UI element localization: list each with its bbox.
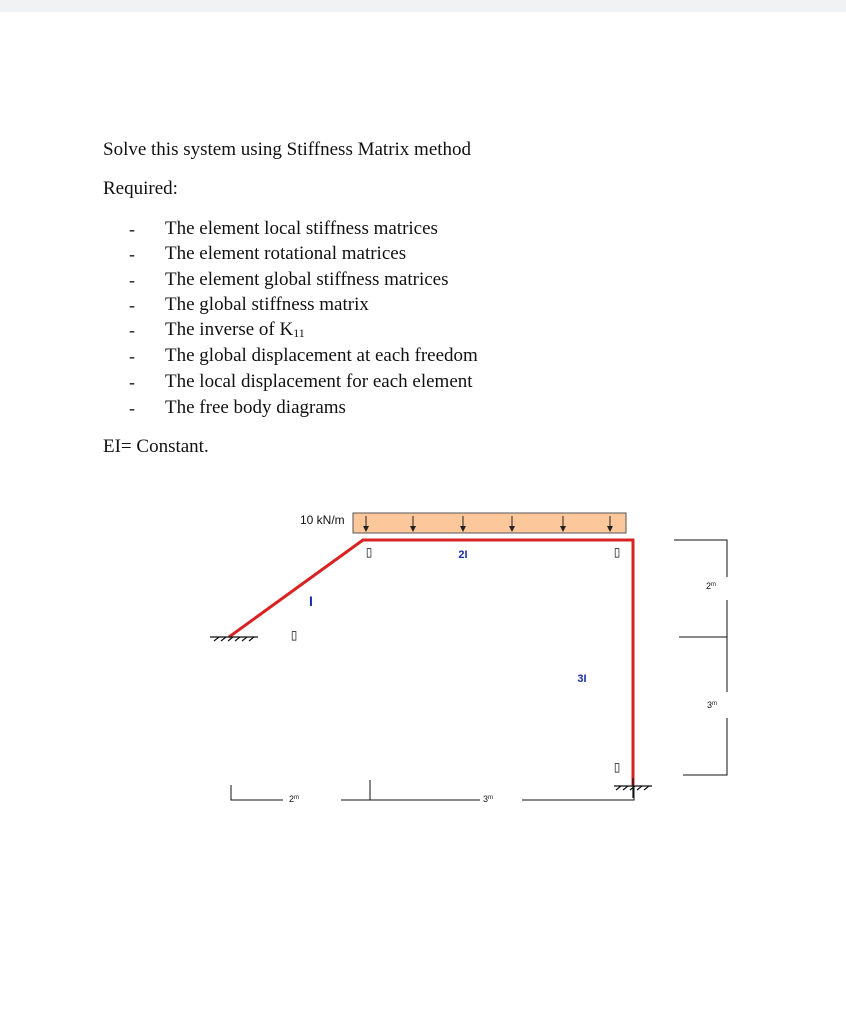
list-item: The global stiffness matrix xyxy=(165,294,369,315)
frame-diagram xyxy=(0,490,846,820)
list-item: The local displacement for each element xyxy=(165,371,473,392)
inverse-text: The inverse of K xyxy=(165,319,294,340)
dim-right-width: 3$^m$ xyxy=(483,794,494,804)
inclined-member xyxy=(229,540,363,637)
bullet-dash: - xyxy=(129,295,135,315)
node-marker: ▯ xyxy=(290,628,298,642)
member-label-column: 3I xyxy=(577,673,587,685)
list-item: The element local stiffness matrices xyxy=(165,218,438,239)
frame-members xyxy=(229,539,634,786)
bullet-dash: - xyxy=(129,219,135,239)
member-label-beam: 2I xyxy=(458,549,468,561)
bullet-dash: - xyxy=(129,398,135,418)
required-label: Required: xyxy=(103,178,178,199)
right-fixed-support xyxy=(614,778,652,798)
bullet-dash: - xyxy=(129,244,135,264)
viewer-top-bar xyxy=(0,0,846,12)
member-label-inclined: I xyxy=(309,593,313,609)
list-item: The global displacement at each freedom xyxy=(165,345,478,366)
bullet-dash: - xyxy=(129,372,135,392)
bullet-dash: - xyxy=(129,346,135,366)
problem-heading: Solve this system using Stiffness Matrix method xyxy=(103,139,472,160)
node-marker: ▯ xyxy=(613,760,621,774)
list-item: The element rotational matrices xyxy=(165,243,407,264)
inverse-subscript: 11 xyxy=(293,326,305,340)
list-item-inverse xyxy=(165,320,305,339)
dim-top-height: 2$^m$ xyxy=(706,581,717,591)
load-label: 10 kN/m xyxy=(300,513,345,527)
left-fixed-support xyxy=(210,637,258,641)
distributed-load xyxy=(300,513,626,533)
load-area xyxy=(353,513,626,533)
list-item: The element global stiffness matrices xyxy=(165,269,449,290)
dim-bottom-height: 3$^m$ xyxy=(707,700,718,710)
dim-left-width: 2$^m$ xyxy=(289,794,300,804)
node-marker: ▯ xyxy=(613,545,621,559)
ei-constant-note: EI= Constant. xyxy=(103,436,209,457)
list-item: The free body diagrams xyxy=(165,397,346,418)
node-markers xyxy=(291,545,621,774)
node-marker: ▯ xyxy=(365,545,373,559)
vertical-dimensions xyxy=(674,540,727,775)
bullet-dash: - xyxy=(129,270,135,290)
bullet-dash: - xyxy=(129,320,135,340)
